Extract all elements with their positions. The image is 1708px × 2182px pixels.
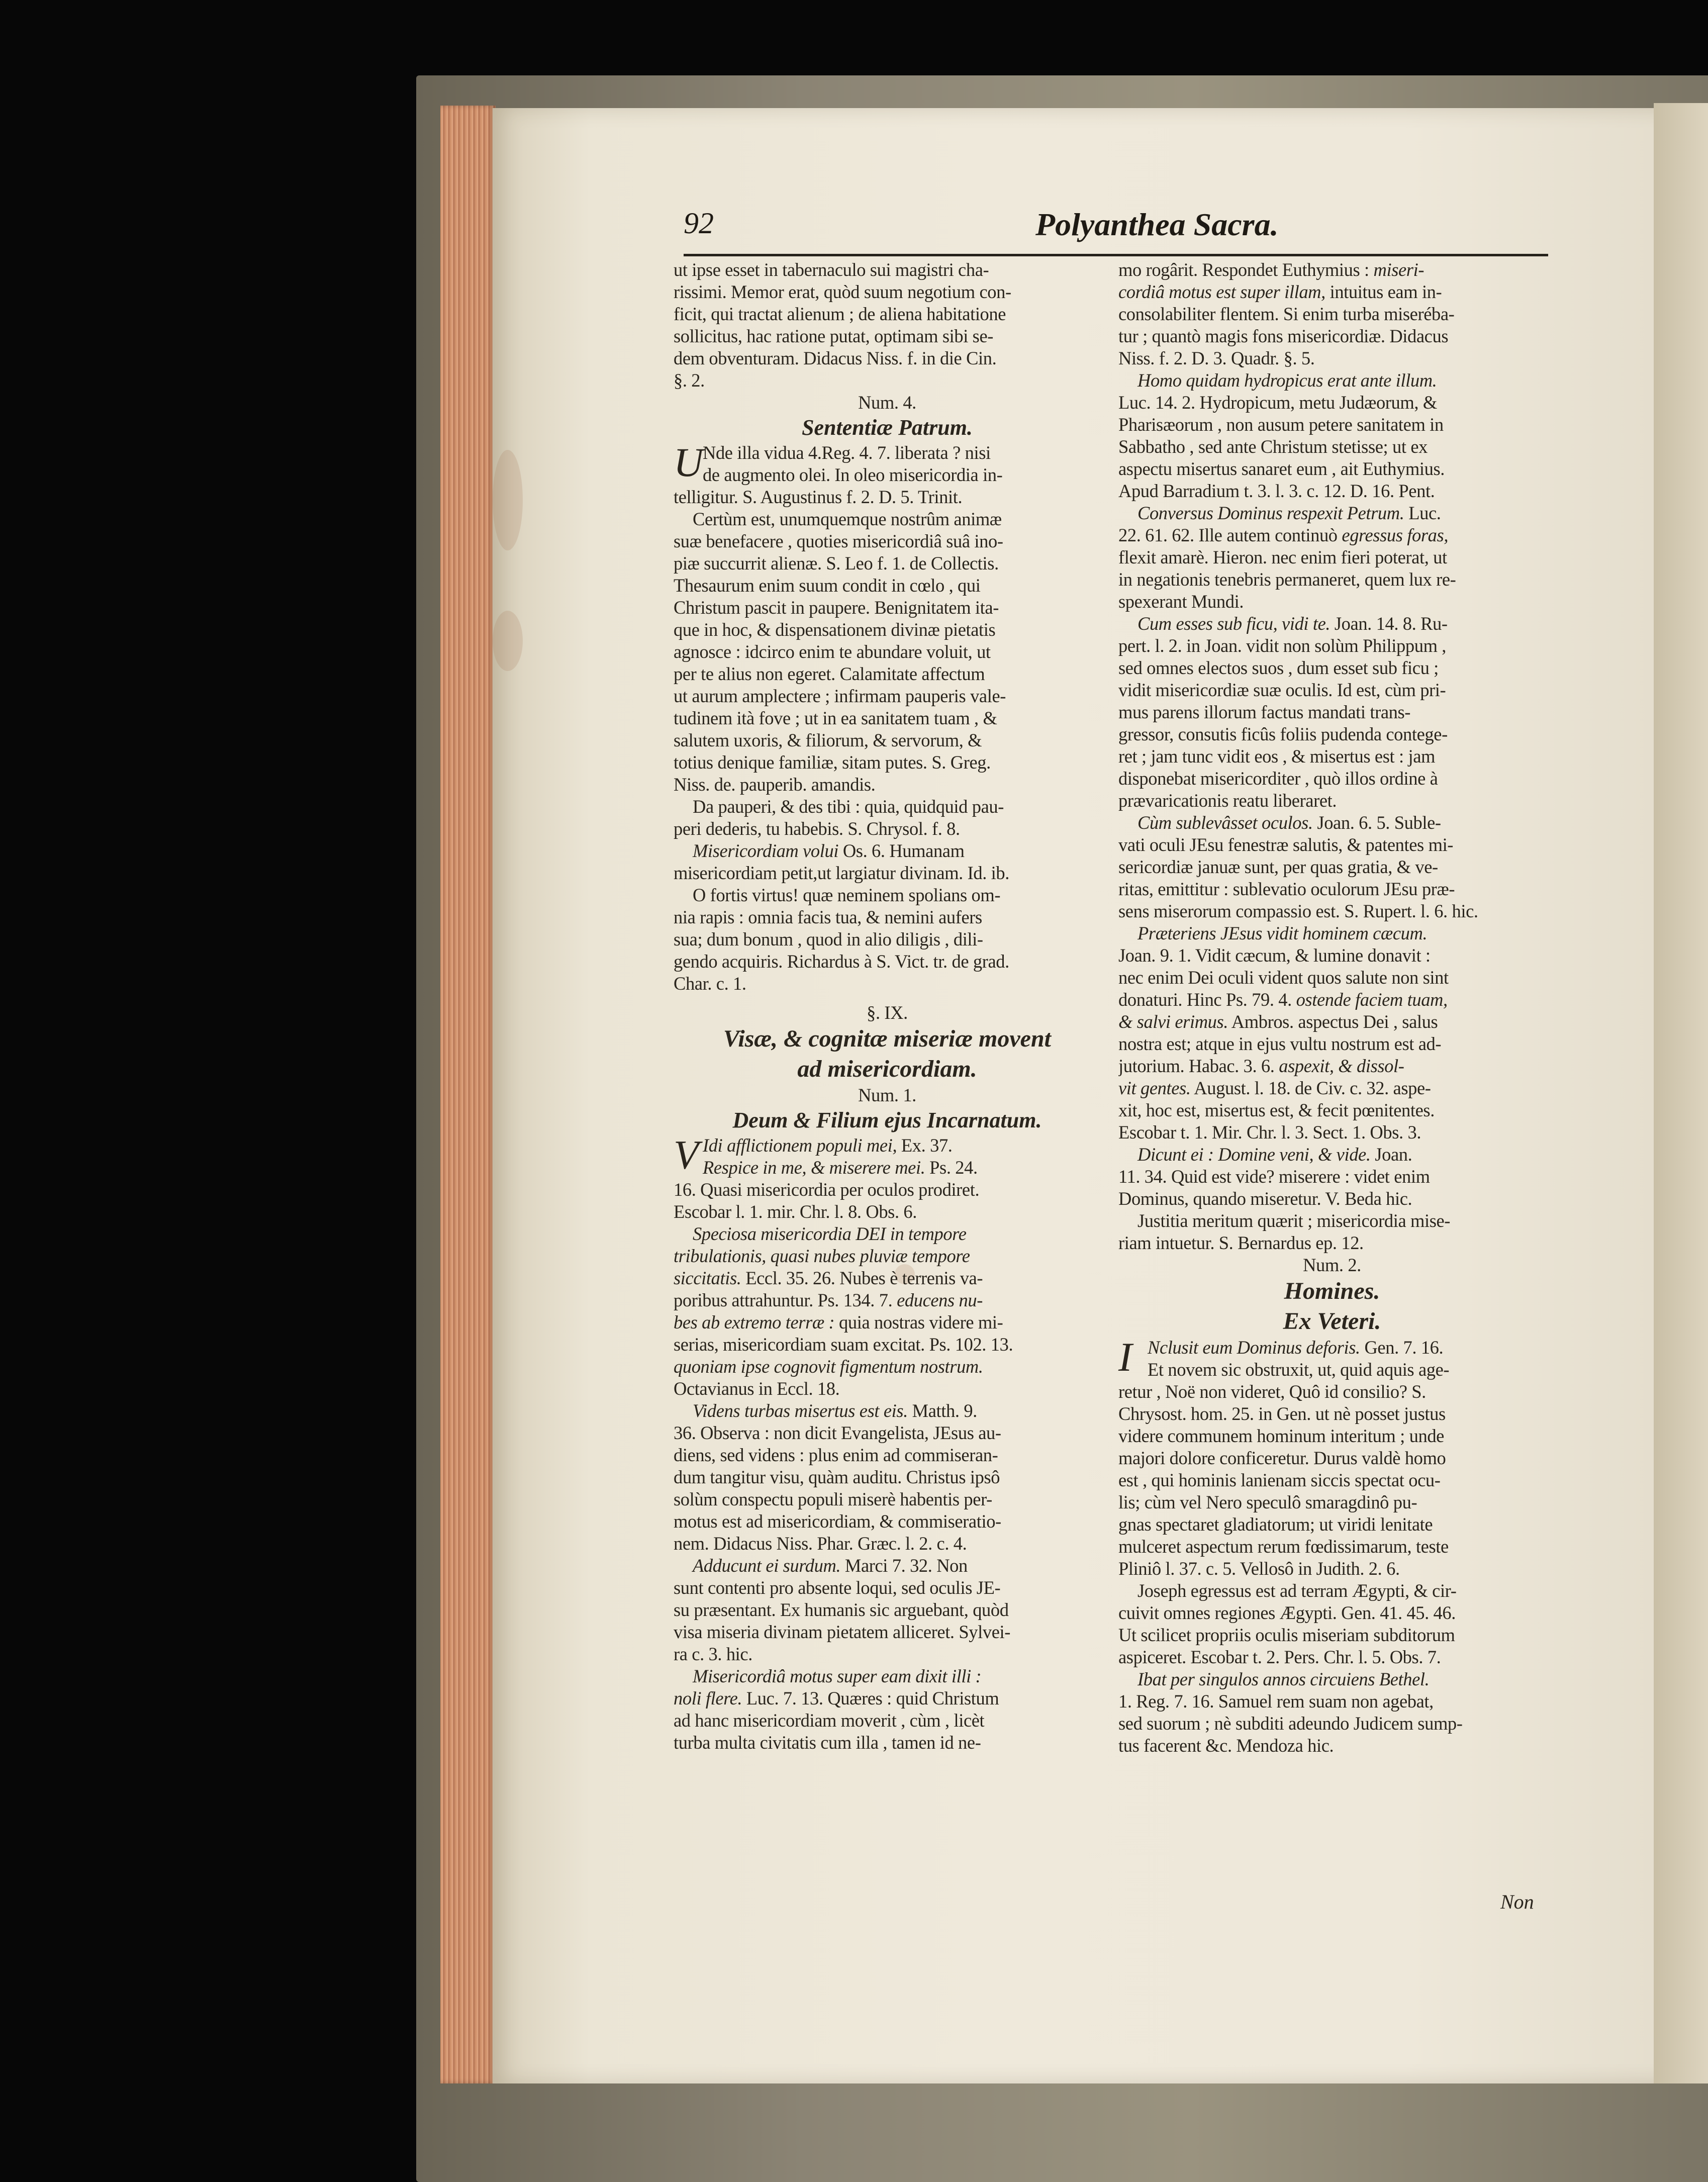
text-line	[1118, 281, 1546, 303]
text-line: 11. 34. Quid est vide? miserere : videt enim	[1118, 1166, 1430, 1187]
text-line: Chrysost. hom. 25. in Gen. ut nè posset justus	[1118, 1403, 1446, 1424]
text-line: consolabiliter flentem. Si enim turba miseréba-	[1118, 304, 1455, 324]
text-line: tribulationis, quasi nubes pluviæ tempore	[674, 1246, 970, 1266]
text-line: disponebat misericorditer , quò illos ordine à	[1118, 768, 1438, 789]
text-line: dem obventuram. Didacus Niss. f. in die Cin.	[674, 348, 997, 368]
text-line: Luc. 14. 2. Hydropicum, metu Judæorum, &	[1118, 392, 1437, 413]
text-line: per te alius non egeret. Calamitate affectum	[674, 663, 985, 684]
text-line: Et novem sic obstruxit, ut, quid aquis age-	[1148, 1359, 1450, 1380]
text-line: que in hoc, & dispensationem divinæ pietatis	[674, 619, 996, 640]
text-run: poribus attrahuntur. Ps. 134. 7.	[674, 1290, 897, 1310]
scripture-quote: siccitatis.	[674, 1268, 741, 1288]
text-line: salutem uxoris, & filiorum, & servorum, &	[674, 730, 982, 750]
text-run: August. l. 18. de Civ. c. 32. aspe-	[1190, 1078, 1431, 1098]
drop-cap: U	[674, 439, 704, 485]
scripture-quote: egressus foras,	[1342, 525, 1449, 545]
section-heading: Ex Veteri.	[1283, 1308, 1381, 1335]
text-line	[674, 1555, 1101, 1577]
text-run: mo rogârit. Respondet Euthymius :	[1118, 259, 1374, 280]
text-line: sericordiæ januæ sunt, per quas gratia, & ve-	[1118, 857, 1438, 877]
text-line: riam intuetur. S. Bernardus ep. 12.	[1118, 1232, 1364, 1253]
scripture-quote: Nclusit eum Dominus deforis.	[1148, 1337, 1360, 1358]
text-line: peri dederis, tu habebis. S. Chrysol. f. 8.	[674, 818, 960, 839]
text-line: sed omnes electos suos , dum esset sub ficu ;	[1118, 657, 1439, 678]
text-line	[1118, 1144, 1546, 1166]
left-column	[674, 259, 1101, 1918]
text-line: §. 2.	[674, 370, 705, 391]
text-line	[1118, 1077, 1546, 1099]
text-line: Homo quidam hydropicus erat ante illum.	[1137, 370, 1437, 391]
text-run: 22. 61. 62. Ille autem continuò	[1118, 525, 1342, 545]
text-line: 36. Observa : non dicit Evangelista, JEsus au-	[674, 1422, 1001, 1443]
text-line	[674, 1289, 1101, 1311]
text-line	[674, 1311, 1101, 1334]
text-line: videre communem hominum interitum ; unde	[1118, 1426, 1444, 1446]
text-line: aspiceret. Escobar t. 2. Pers. Chr. l. 5. Obs. 7.	[1118, 1647, 1441, 1667]
text-line: majori dolore conficeretur. Durus valdè homo	[1118, 1448, 1446, 1468]
text-line: Speciosa misericordia DEI in tempore	[693, 1223, 967, 1244]
text-line	[1118, 613, 1546, 635]
text-line: mus parens illorum factus mandati trans-	[1118, 702, 1411, 722]
text-line: est , qui hominis lanienam siccis spectat ocu-	[1118, 1470, 1441, 1490]
text-line	[674, 1687, 1101, 1710]
scripture-quote: bes ab extremo terræ :	[674, 1312, 835, 1333]
text-run: Ex. 37.	[897, 1135, 953, 1156]
text-line: tudinem ità fove ; ut in ea sanitatem tuam , &	[674, 708, 997, 728]
text-run: Gen. 7. 16.	[1360, 1337, 1444, 1358]
section-number: Num. 2.	[1303, 1255, 1361, 1275]
text-line: totius denique familiæ, sitam putes. S. Greg.	[674, 752, 991, 773]
text-line: Escobar t. 1. Mir. Chr. l. 3. Sect. 1. Obs. 3.	[1118, 1122, 1421, 1143]
text-line: Dominus, quando miseretur. V. Beda hic.	[1118, 1188, 1412, 1209]
text-line: mulceret aspectum rerum fœdissimarum, teste	[1118, 1536, 1449, 1557]
text-line: Joan. 9. 1. Vidit cæcum, & lumine donavit :	[1118, 945, 1431, 966]
text-line: sollicitus, hac ratione putat, optimam sibi se-	[674, 326, 994, 346]
text-line: ut aurum amplectere ; infirmam pauperis vale-	[674, 686, 1006, 706]
drop-cap: I	[1118, 1334, 1132, 1380]
scripture-quote: cordiâ motus est super illam,	[1118, 281, 1325, 302]
facing-page-edge	[1654, 103, 1708, 2083]
text-line	[1118, 812, 1546, 834]
text-line: turba multa civitatis cum illa , tamen id ne-	[674, 1732, 981, 1753]
text-line: nia rapis : omnia facis tua, & nemini aufers	[674, 907, 982, 927]
paragraph-with-dropcap	[674, 1134, 1101, 1179]
text-run: Joan. 14. 8. Ru-	[1330, 613, 1448, 634]
text-run: jutorium. Habac. 3. 6.	[1118, 1056, 1279, 1076]
scripture-quote: Cùm sublevâsset oculos.	[1137, 812, 1313, 833]
text-line: gnas spectaret gladiatorum; ut viridi lenitate	[1118, 1514, 1433, 1535]
scripture-quote: Dicunt ei : Domine veni, & vide.	[1137, 1144, 1371, 1165]
text-line: spexerant Mundi.	[1118, 591, 1244, 612]
text-line: de augmento olei. In oleo misericordia in-	[703, 464, 1003, 485]
text-run: Matth. 9.	[907, 1400, 977, 1421]
text-line: dum tangitur visu, quàm auditu. Christus ipsô	[674, 1467, 1000, 1487]
text-line: gressor, consutis ficûs foliis pudenda contege-	[1118, 724, 1448, 744]
text-line: motus est ad misericordiam, & commiseratio-	[674, 1511, 1001, 1532]
scripture-quote: Misericordiam volui	[693, 840, 839, 861]
text-line: lis; cùm vel Nero speculô smaragdinô pu-	[1118, 1492, 1417, 1512]
text-line	[1118, 1011, 1546, 1033]
text-line	[674, 1267, 1101, 1289]
text-line	[1118, 502, 1546, 524]
text-line: sed suorum ; nè subditi adeundo Judicem sump-	[1118, 1713, 1463, 1734]
text-line: piæ succurrit alienæ. S. Leo f. 1. de Collectis.	[674, 553, 999, 574]
text-line: Christum pascit in paupere. Benignitatem ita-	[674, 597, 999, 618]
scripture-quote: Conversus Dominus respexit Petrum.	[1137, 503, 1404, 523]
text-line: agnosce : idcirco enim te abundare voluit, ut	[674, 641, 991, 662]
text-line: Apud Barradium t. 3. l. 3. c. 12. D. 16. Pent.	[1118, 481, 1435, 501]
text-line: Niss. de. pauperib. amandis.	[674, 774, 876, 795]
text-line: sunt contenti pro absente loqui, sed oculis JE-	[674, 1577, 1001, 1598]
text-line: telligitur. S. Augustinus f. 2. D. 5. Trinit.	[674, 487, 963, 507]
text-line	[674, 1400, 1101, 1422]
section-title: Visæ, & cognitæ miseriæ movent	[723, 1025, 1052, 1052]
text-line: Pliniô l. 37. c. 5. Vellosô in Judith. 2. 6.	[1118, 1558, 1400, 1579]
text-line: serias, misericordiam suam excitat. Ps. 102. 13.	[674, 1334, 1013, 1355]
text-run: quia nostras videre mi-	[834, 1312, 1003, 1333]
text-line: in negationis tenebris permaneret, quem lux re-	[1118, 569, 1456, 590]
text-line: retur , Noë non videret, Quô id consilio? S.	[1118, 1381, 1426, 1402]
text-line: Præteriens JEsus vidit hominem cæcum.	[1137, 923, 1428, 943]
text-run: Eccl. 35. 26. Nubes è terrenis va-	[741, 1268, 983, 1288]
scripture-quote: & salvi erimus.	[1118, 1011, 1228, 1032]
scripture-quote: vit gentes.	[1118, 1078, 1191, 1098]
text-run: Os. 6. Humanam	[838, 840, 965, 861]
text-line: Char. c. 1.	[674, 973, 746, 994]
running-header	[684, 206, 1548, 251]
text-line: rissimi. Memor erat, quòd suum negotium con-	[674, 281, 1011, 302]
scripture-quote: educens nu-	[897, 1290, 983, 1310]
paragraph-with-dropcap	[674, 439, 1101, 508]
text-line: gendo acquiris. Richardus à S. Vict. tr. de grad.	[674, 951, 1009, 972]
text-line: xit, hoc est, misertus est, & fecit pœnitentes.	[1118, 1100, 1435, 1120]
text-line: Joseph egressus est ad terram Ægypti, & cir-	[1137, 1580, 1457, 1601]
section-title: ad misericordiam.	[797, 1056, 977, 1082]
page-number: 92	[684, 207, 714, 240]
section-number: Num. 4.	[858, 392, 916, 413]
text-line: Pharisæorum , non ausum petere sanitatem in	[1118, 414, 1444, 435]
text-line	[674, 840, 1101, 862]
text-line: pert. l. 2. in Joan. vidit non solùm Philippum ,	[1118, 635, 1447, 656]
right-column	[1118, 259, 1546, 1918]
text-line: visa miseria divinam pietatem alliceret. Sylvei-	[674, 1622, 1011, 1642]
text-line	[1118, 1337, 1546, 1359]
text-run: Ambros. aspectus Dei , salus	[1228, 1011, 1438, 1032]
text-run: Joan.	[1370, 1144, 1412, 1165]
text-line: Ibat per singulos annos circuiens Bethel.	[1137, 1669, 1430, 1689]
text-line: nem. Didacus Niss. Phar. Græc. l. 2. c. 4.	[674, 1533, 967, 1554]
text-line: Thesaurum enim suum condit in cœlo , qui	[674, 575, 981, 596]
text-line: Nde illa vidua 4.Reg. 4. 7. liberata ? nisi	[703, 442, 991, 463]
text-line: aspectu misertus sanaret eum , ait Euthymius.	[1118, 458, 1445, 479]
text-line: Octavianus in Eccl. 18.	[674, 1378, 840, 1399]
text-line: ritas, emittitur : sublevatio oculorum JEsu præ-	[1118, 879, 1455, 899]
text-line: ad hanc misericordiam moverit , cùm , licèt	[674, 1710, 985, 1731]
scripture-quote: noli flere.	[674, 1688, 742, 1709]
text-line: Justitia meritum quærit ; misericordia mise-	[1137, 1210, 1451, 1231]
text-line: ficit, qui tractat alienum ; de aliena habitatione	[674, 304, 1006, 324]
scripture-quote: Cum esses sub ficu, vidi te.	[1137, 613, 1331, 634]
text-line: Misericordiâ motus super eam dixit illi :	[693, 1666, 982, 1686]
text-run: Joan. 6. 5. Suble-	[1312, 812, 1441, 833]
text-line	[1118, 1055, 1546, 1077]
text-line: solùm conspectu populi miserè habentis per-	[674, 1489, 992, 1509]
scripture-quote: Respice in me, & miserere mei.	[703, 1157, 925, 1178]
paragraph-with-dropcap	[1118, 1334, 1546, 1381]
text-line: Da pauperi, & des tibi : quia, quidquid pau-	[693, 796, 1004, 817]
text-run: Ps. 24.	[925, 1157, 978, 1178]
section-marker: §. IX.	[867, 1002, 908, 1023]
text-run: Luc.	[1404, 503, 1441, 523]
text-line: 1. Reg. 7. 16. Samuel rem suam non agebat,	[1118, 1691, 1434, 1712]
text-line: quoniam ipse cognovit figmentum nostrum.	[674, 1356, 983, 1377]
text-line	[674, 1134, 1101, 1157]
text-line	[1118, 524, 1546, 546]
text-line	[674, 1157, 1101, 1179]
text-line: vati oculi JEsu fenestræ salutis, & patentes mi-	[1118, 834, 1454, 855]
drop-cap: V	[674, 1132, 699, 1178]
text-line: nec enim Dei oculi vident quos salute non sint	[1118, 967, 1449, 988]
text-line: Sabbatho , sed ante Christum stetisse; ut ex	[1118, 436, 1428, 457]
text-line: 16. Quasi misericordia per oculos prodiret.	[674, 1179, 980, 1200]
scripture-quote: miseri-	[1373, 259, 1425, 280]
scripture-quote: Adducunt ei surdum.	[693, 1555, 841, 1576]
text-line: ra c. 3. hic.	[674, 1644, 752, 1664]
text-line: nostra est; atque in ejus vultu nostrum est ad-	[1118, 1033, 1442, 1054]
text-line: Certùm est, unumquemque nostrûm animæ	[693, 509, 1002, 529]
text-line: Ut scilicet propriis oculis miseriam subditorum	[1118, 1625, 1455, 1645]
section-number: Num. 1.	[858, 1085, 916, 1105]
scripture-quote: ostende faciem tuam,	[1296, 989, 1448, 1010]
scripture-quote: Videns turbas misertus est eis.	[693, 1400, 908, 1421]
section-heading: Sententiæ Patrum.	[802, 415, 973, 440]
text-line: vidit misericordiæ suæ oculis. Id est, cùm pri-	[1118, 680, 1446, 700]
text-line: misericordiam petit,ut largiatur divinam. Id. ib.	[674, 863, 1010, 883]
text-run: Marci 7. 32. Non	[840, 1555, 968, 1576]
text-run: Luc. 7. 13. Quæres : quid Christum	[742, 1688, 999, 1709]
text-line: su præsentant. Ex humanis sic arguebant, quòd	[674, 1599, 1009, 1620]
running-title: Polyanthea Sacra.	[1035, 207, 1279, 242]
text-line	[1118, 989, 1546, 1011]
text-line: prævaricationis reatu liberaret.	[1118, 790, 1337, 811]
text-line: O fortis virtus! quæ neminem spolians om-	[693, 885, 1001, 905]
text-line: sens miserorum compassio est. S. Rupert. l. 6. hic.	[1118, 901, 1478, 921]
text-line: tus facerent &c. Mendoza hic.	[1118, 1735, 1334, 1756]
section-heading: Deum & Filium ejus Incarnatum.	[732, 1108, 1042, 1132]
text-line: flexit amarè. Hieron. nec enim fieri poterat, ut	[1118, 547, 1447, 567]
text-line: suæ benefacere , quoties misericordiâ suâ ino-	[674, 531, 1003, 551]
header-rule	[684, 254, 1548, 256]
page-edges	[440, 106, 496, 2083]
section-heading: Homines.	[1284, 1278, 1380, 1304]
text-line: Escobar l. 1. mir. Chr. l. 8. Obs. 6.	[674, 1201, 917, 1222]
scripture-quote: aspexit, & dissol-	[1279, 1056, 1404, 1076]
text-line: sua; dum bonum , quod in alio diligis , dili-	[674, 929, 983, 950]
text-line: Niss. f. 2. D. 3. Quadr. §. 5.	[1118, 348, 1315, 368]
text-line	[1118, 259, 1546, 281]
text-line: cuivit omnes regiones Ægypti. Gen. 41. 45. 46.	[1118, 1602, 1456, 1623]
text-line: diens, sed videns : plus enim ad commiseran-	[674, 1445, 998, 1465]
text-line: tur ; quantò magis fons misericordiæ. Didacus	[1118, 326, 1449, 346]
catchword: Non	[1500, 1890, 1534, 1913]
text-line: ut ipse esset in tabernaculo sui magistri cha-	[674, 259, 989, 280]
text-line: ret ; jam tunc vidit eos , & misertus est : jam	[1118, 746, 1435, 767]
text-run: intuitus eam in-	[1325, 281, 1442, 302]
scripture-quote: Idi afflictionem populi mei,	[703, 1135, 897, 1156]
text-run: donaturi. Hinc Ps. 79. 4.	[1118, 989, 1296, 1010]
